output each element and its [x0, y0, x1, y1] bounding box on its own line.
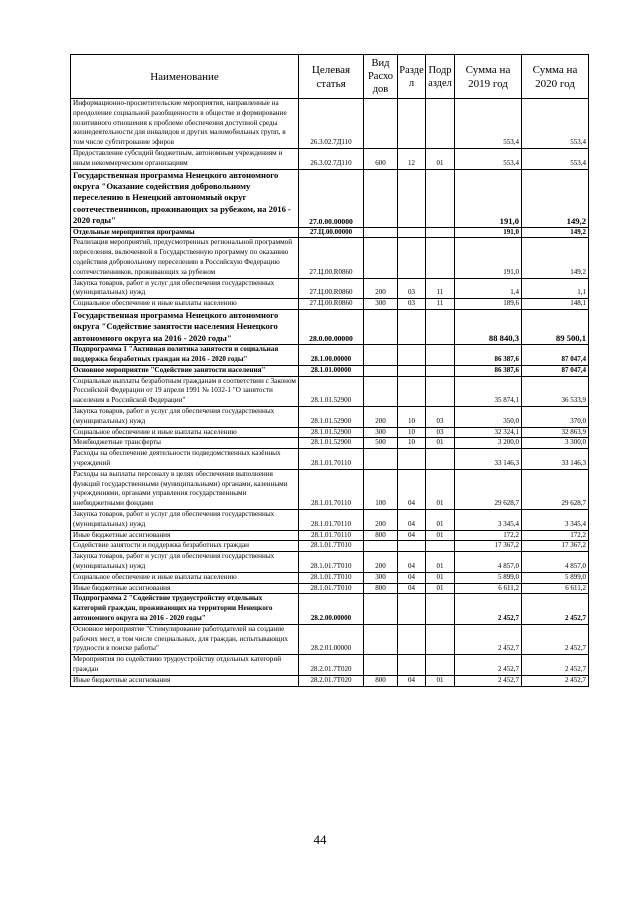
cell-vid: 200 — [364, 552, 398, 573]
cell-target: 28.2.01.7Т020 — [299, 675, 364, 686]
cell-sum2019: 86 387,6 — [455, 365, 522, 376]
cell-name: Предоставление субсидий бюджетным, автономным учреждениям и иным некоммерческим организациям — [71, 148, 299, 169]
cell-vid — [364, 541, 398, 552]
cell-target: 26.3.02.7Д110 — [299, 148, 364, 169]
cell-name: Подпрограмма 2 "Содействие трудоустройству отдельных категорий граждан, проживающих на территории Ненецкого автономного округа на 2016 - 2020 годы" — [71, 594, 299, 624]
cell-name: Социальное обеспечение и иные выплаты населению — [71, 299, 299, 310]
cell-target: 28.0.00.00000 — [299, 309, 364, 344]
cell-sum2019: 6 611,2 — [455, 583, 522, 594]
cell-podrazdel — [426, 594, 455, 624]
cell-podrazdel — [426, 655, 455, 676]
cell-podrazdel — [426, 169, 455, 227]
cell-vid: 200 — [364, 406, 398, 427]
cell-sum2019: 29 628,7 — [455, 469, 522, 509]
cell-target: 28.2.01.00000 — [299, 624, 364, 654]
cell-name: Расходы на обеспечение деятельности подведомственных казённых учреждений — [71, 449, 299, 470]
cell-sum2020: 3 300,0 — [522, 438, 589, 449]
cell-sum2019: 4 857,0 — [455, 552, 522, 573]
cell-razdel: 10 — [398, 427, 426, 438]
cell-sum2019: 553,4 — [455, 148, 522, 169]
page-number: 44 — [313, 832, 327, 847]
table-row — [71, 406, 589, 427]
cell-podrazdel: 01 — [426, 583, 455, 594]
cell-razdel: 04 — [398, 509, 426, 530]
cell-razdel — [398, 365, 426, 376]
cell-sum2020: 36 533,9 — [522, 376, 589, 406]
table-row — [71, 148, 589, 169]
cell-podrazdel — [426, 238, 455, 278]
cell-razdel — [398, 449, 426, 470]
cell-target: 28.1.01.70110 — [299, 449, 364, 470]
cell-vid — [364, 99, 398, 149]
cell-sum2019: 2 452,7 — [455, 675, 522, 686]
cell-sum2020: 1,1 — [522, 278, 589, 299]
cell-razdel — [398, 309, 426, 344]
header-vid: Вид Расхо дов — [364, 55, 398, 99]
budget-table-wrapper — [70, 54, 588, 687]
cell-sum2019: 553,4 — [455, 99, 522, 149]
cell-name: Социальное обеспечение и иные выплаты населению — [71, 572, 299, 583]
cell-name: Реализация мероприятий, предусмотренных региональной программой переселения, включенной в Государственную программу по оказанию содействия добровольному переселению в Российскую Федерацию соотечественников, проживающих за рубежом — [71, 238, 299, 278]
cell-target: 28.1.01.70110 — [299, 469, 364, 509]
cell-name: Закупка товаров, работ и услуг для обеспечения государственных (муниципальных) нужд — [71, 509, 299, 530]
cell-razdel: 04 — [398, 572, 426, 583]
cell-razdel — [398, 594, 426, 624]
table-row — [71, 376, 589, 406]
table-row — [71, 227, 589, 238]
cell-sum2020: 33 146,3 — [522, 449, 589, 470]
cell-razdel: 03 — [398, 278, 426, 299]
cell-target: 27.Ц.00.00000 — [299, 227, 364, 238]
cell-name: Государственная программа Ненецкого автономного округа "Оказание содействия добровольному переселению в Ненецкий автономный округ соотечественников, проживающих за рубежом, на 2016 - 2020 годы" — [71, 169, 299, 227]
cell-target: 28.1.01.52900 — [299, 438, 364, 449]
cell-sum2020: 172,2 — [522, 530, 589, 541]
cell-vid — [364, 345, 398, 366]
header-sum2020: Сумма на 2020 год — [522, 55, 589, 99]
cell-vid — [364, 624, 398, 654]
cell-sum2019: 191,0 — [455, 227, 522, 238]
cell-razdel — [398, 655, 426, 676]
cell-razdel: 12 — [398, 148, 426, 169]
cell-sum2020: 6 611,2 — [522, 583, 589, 594]
cell-name: Подпрограмма 1 "Активная политика занятости и социальная поддержка безработных граждан на 2016 - 2020 годы" — [71, 345, 299, 366]
cell-target: 28.1.01.7Т010 — [299, 583, 364, 594]
cell-sum2019: 17 367,2 — [455, 541, 522, 552]
table-body — [71, 99, 589, 687]
cell-name: Иные бюджетные ассигнования — [71, 583, 299, 594]
cell-name: Иные бюджетные ассигнования — [71, 675, 299, 686]
table-row — [71, 572, 589, 583]
cell-sum2019: 2 452,7 — [455, 594, 522, 624]
cell-sum2020: 3 345,4 — [522, 509, 589, 530]
cell-podrazdel: 01 — [426, 509, 455, 530]
header-sum2019: Сумма на 2019 год — [455, 55, 522, 99]
cell-podrazdel: 01 — [426, 148, 455, 169]
cell-target: 27.Ц.00.R0860 — [299, 238, 364, 278]
cell-razdel: 04 — [398, 552, 426, 573]
cell-sum2019: 3 200,0 — [455, 438, 522, 449]
cell-razdel — [398, 624, 426, 654]
cell-sum2019: 1,4 — [455, 278, 522, 299]
cell-razdel — [398, 227, 426, 238]
cell-target: 28.2.01.7Т020 — [299, 655, 364, 676]
cell-vid — [364, 376, 398, 406]
cell-podrazdel — [426, 376, 455, 406]
cell-vid — [364, 449, 398, 470]
cell-target: 28.2.00.00000 — [299, 594, 364, 624]
table-row — [71, 309, 589, 344]
table-row — [71, 345, 589, 366]
cell-name: Социальное обеспечение и иные выплаты населению — [71, 427, 299, 438]
table-row — [71, 278, 589, 299]
cell-podrazdel — [426, 309, 455, 344]
cell-sum2020: 29 628,7 — [522, 469, 589, 509]
cell-target: 28.1.01.7Т010 — [299, 552, 364, 573]
cell-sum2020: 2 452,7 — [522, 675, 589, 686]
cell-sum2019: 5 899,0 — [455, 572, 522, 583]
cell-name: Закупка товаров, работ и услуг для обеспечения государственных (муниципальных) нужд — [71, 406, 299, 427]
table-row — [71, 530, 589, 541]
cell-podrazdel — [426, 449, 455, 470]
cell-sum2020: 2 452,7 — [522, 655, 589, 676]
cell-name: Отдельные мероприятия программы — [71, 227, 299, 238]
cell-sum2020: 5 899,0 — [522, 572, 589, 583]
table-row — [71, 583, 589, 594]
cell-podrazdel — [426, 365, 455, 376]
cell-podrazdel — [426, 227, 455, 238]
cell-target: 27.Ц.00.R0860 — [299, 278, 364, 299]
cell-razdel: 04 — [398, 675, 426, 686]
cell-vid — [364, 309, 398, 344]
cell-sum2020: 87 047,4 — [522, 365, 589, 376]
cell-podrazdel: 01 — [426, 530, 455, 541]
cell-sum2020: 4 857,0 — [522, 552, 589, 573]
table-row — [71, 438, 589, 449]
header-target: Целевая статья — [299, 55, 364, 99]
cell-target: 28.1.01.7Т010 — [299, 572, 364, 583]
table-row — [71, 469, 589, 509]
cell-vid: 500 — [364, 438, 398, 449]
cell-sum2019: 191,0 — [455, 238, 522, 278]
cell-name: Информационно-просветительские мероприятия, направленные на преодоление социальной разобщенности в обществе и формирование позитивного отношения к проблеме обеспечения доступной среды жизнедеятельности для инвалидов и других маломобильных групп, в том числе субтитрование эфиров — [71, 99, 299, 149]
table-row — [71, 541, 589, 552]
cell-target: 28.1.01.7Т010 — [299, 541, 364, 552]
cell-name: Мероприятия по содействию трудоустройству отдельных категорий граждан — [71, 655, 299, 676]
cell-name: Государственная программа Ненецкого автономного округа "Содействие занятости населения Ненецкого автономного округа на 2016 - 2020 годы" — [71, 309, 299, 344]
cell-podrazdel: 11 — [426, 278, 455, 299]
cell-sum2019: 2 452,7 — [455, 624, 522, 654]
cell-podrazdel: 11 — [426, 299, 455, 310]
table-row — [71, 675, 589, 686]
cell-sum2020: 2 452,7 — [522, 594, 589, 624]
cell-razdel — [398, 169, 426, 227]
cell-sum2020: 2 452,7 — [522, 624, 589, 654]
header-name: Наименование — [71, 55, 299, 99]
cell-sum2019: 3 345,4 — [455, 509, 522, 530]
cell-target: 28.1.00.00000 — [299, 345, 364, 366]
cell-name: Расходы на выплаты персоналу в целях обеспечения выполнения функций государственными (муниципальными) органами, казенными учреждениями, органами управления государственными внебюджетными фондами — [71, 469, 299, 509]
cell-sum2020: 370,0 — [522, 406, 589, 427]
cell-vid: 200 — [364, 278, 398, 299]
cell-podrazdel: 01 — [426, 552, 455, 573]
cell-sum2020: 553,4 — [522, 99, 589, 149]
table-row — [71, 594, 589, 624]
cell-vid: 300 — [364, 299, 398, 310]
cell-vid: 800 — [364, 583, 398, 594]
header-razdel: Разде л — [398, 55, 426, 99]
cell-razdel: 04 — [398, 469, 426, 509]
cell-vid — [364, 365, 398, 376]
cell-sum2020: 89 500,1 — [522, 309, 589, 344]
table-row — [71, 624, 589, 654]
header-podrazdel: Подр аздел — [426, 55, 455, 99]
cell-sum2019: 189,6 — [455, 299, 522, 310]
cell-target: 27.0.00.00000 — [299, 169, 364, 227]
cell-vid — [364, 655, 398, 676]
cell-sum2019: 88 840,3 — [455, 309, 522, 344]
cell-sum2019: 33 146,3 — [455, 449, 522, 470]
cell-target: 26.3.02.7Д110 — [299, 99, 364, 149]
cell-sum2019: 350,0 — [455, 406, 522, 427]
cell-razdel: 03 — [398, 299, 426, 310]
cell-sum2019: 86 387,6 — [455, 345, 522, 366]
cell-vid: 200 — [364, 509, 398, 530]
cell-sum2020: 149,2 — [522, 238, 589, 278]
cell-razdel: 10 — [398, 438, 426, 449]
cell-sum2019: 32 324,1 — [455, 427, 522, 438]
cell-sum2020: 17 367,2 — [522, 541, 589, 552]
table-row — [71, 427, 589, 438]
cell-sum2019: 35 874,1 — [455, 376, 522, 406]
table-row — [71, 655, 589, 676]
cell-target: 28.1.01.52900 — [299, 376, 364, 406]
cell-razdel — [398, 99, 426, 149]
cell-podrazdel — [426, 99, 455, 149]
cell-name: Иные бюджетные ассигнования — [71, 530, 299, 541]
table-row — [71, 99, 589, 149]
cell-podrazdel: 01 — [426, 675, 455, 686]
cell-name: Социальные выплаты безработным гражданам в соответствии с Законом Российской Федерации от 19 апреля 1991 № 1032-1 "О занятости населения в Российской Федерации" — [71, 376, 299, 406]
table-row — [71, 169, 589, 227]
budget-table — [70, 54, 589, 687]
cell-sum2020: 87 047,4 — [522, 345, 589, 366]
cell-razdel: 10 — [398, 406, 426, 427]
cell-target: 28.1.01.52900 — [299, 427, 364, 438]
cell-vid: 300 — [364, 572, 398, 583]
cell-podrazdel — [426, 345, 455, 366]
table-row — [71, 552, 589, 573]
cell-vid: 300 — [364, 427, 398, 438]
table-row — [71, 238, 589, 278]
cell-razdel: 04 — [398, 530, 426, 541]
cell-name: Содействие занятости и поддержка безработных граждан — [71, 541, 299, 552]
table-row — [71, 449, 589, 470]
cell-sum2019: 172,2 — [455, 530, 522, 541]
cell-podrazdel: 03 — [426, 406, 455, 427]
cell-razdel — [398, 541, 426, 552]
cell-vid: 800 — [364, 530, 398, 541]
cell-vid — [364, 227, 398, 238]
cell-target: 28.1.01.52900 — [299, 406, 364, 427]
cell-podrazdel: 01 — [426, 438, 455, 449]
cell-razdel — [398, 376, 426, 406]
cell-vid: 100 — [364, 469, 398, 509]
cell-sum2020: 148,1 — [522, 299, 589, 310]
cell-razdel — [398, 238, 426, 278]
cell-target: 28.1.01.70110 — [299, 530, 364, 541]
cell-target: 27.Ц.00.R0860 — [299, 299, 364, 310]
cell-sum2020: 149,2 — [522, 169, 589, 227]
cell-sum2019: 2 452,7 — [455, 655, 522, 676]
cell-name: Основное мероприятие "Содействие занятости населения" — [71, 365, 299, 376]
cell-podrazdel — [426, 624, 455, 654]
cell-podrazdel — [426, 541, 455, 552]
cell-podrazdel: 03 — [426, 427, 455, 438]
cell-vid — [364, 594, 398, 624]
table-row — [71, 299, 589, 310]
cell-sum2019: 191,0 — [455, 169, 522, 227]
table-row — [71, 509, 589, 530]
cell-vid: 600 — [364, 148, 398, 169]
cell-target: 28.1.01.70110 — [299, 509, 364, 530]
cell-vid — [364, 238, 398, 278]
cell-vid: 800 — [364, 675, 398, 686]
cell-podrazdel: 01 — [426, 469, 455, 509]
cell-name: Закупка товаров, работ и услуг для обеспечения государственных (муниципальных) нужд — [71, 278, 299, 299]
cell-sum2020: 32 863,9 — [522, 427, 589, 438]
cell-name: Межбюджетные трансферты — [71, 438, 299, 449]
cell-razdel: 04 — [398, 583, 426, 594]
cell-sum2020: 149,2 — [522, 227, 589, 238]
cell-vid — [364, 169, 398, 227]
cell-razdel — [398, 345, 426, 366]
cell-podrazdel: 01 — [426, 572, 455, 583]
cell-name: Закупка товаров, работ и услуг для обеспечения государственных (муниципальных) нужд — [71, 552, 299, 573]
table-header-row — [71, 55, 589, 99]
cell-sum2020: 553,4 — [522, 148, 589, 169]
cell-target: 28.1.01.00000 — [299, 365, 364, 376]
cell-name: Основное мероприятие "Стимулирование работодателей на создание рабочих мест, в том числе специальных, для граждан, испытывающих трудности в поиске работы" — [71, 624, 299, 654]
table-row — [71, 365, 589, 376]
